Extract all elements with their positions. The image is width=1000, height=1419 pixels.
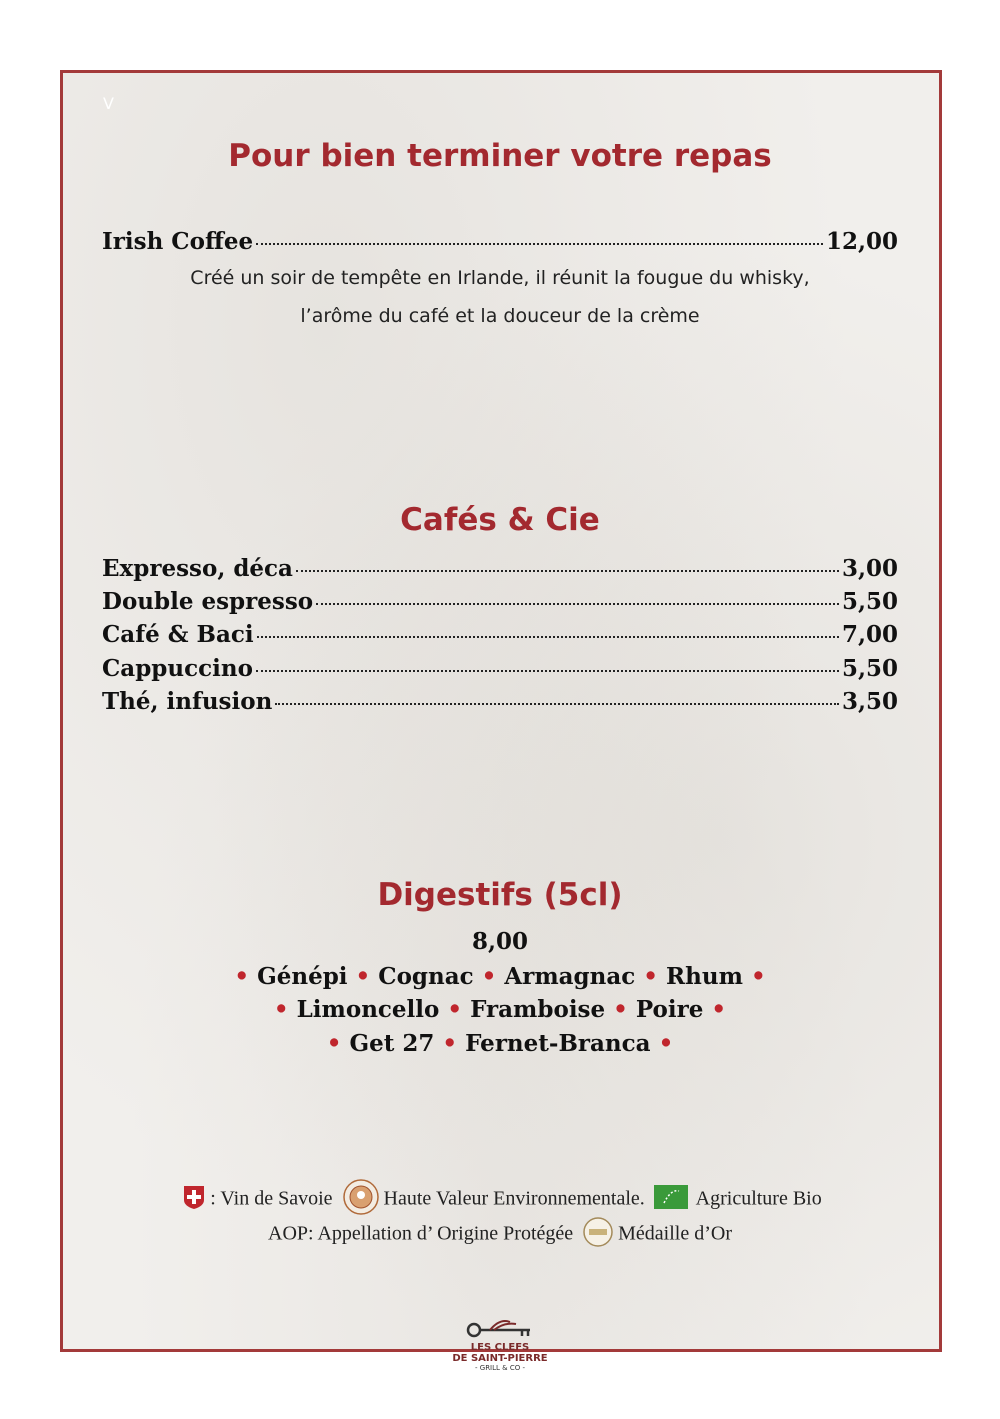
menu-item [102, 621, 898, 648]
bullet: • [658, 1030, 674, 1057]
digestif-name: Cognac [378, 963, 474, 990]
item-price: 7,00 [841, 621, 898, 648]
digestif-name: Génépi [257, 963, 348, 990]
item-label: Double espresso [102, 588, 314, 615]
eu-organic-leaf-icon [654, 1185, 688, 1215]
item-label: Café & Baci [102, 621, 254, 648]
corner-mark: V [103, 94, 114, 113]
digestif-name: Armagnac [504, 963, 636, 990]
menu-item [102, 655, 898, 682]
legend-savoie: : Vin de Savoie [210, 1187, 333, 1210]
item-price: 5,50 [841, 655, 898, 682]
item-price: 12,00 [825, 228, 898, 255]
item-description-line: Créé un soir de tempête en Irlande, il réunit la fougue du whisky, [190, 267, 810, 289]
digestif-name: Rhum [666, 963, 743, 990]
digestif-name: Get 27 [349, 1030, 435, 1057]
dot-leader [257, 636, 839, 638]
gold-medal-icon [582, 1216, 614, 1254]
logo-line: DE SAINT-PIERRE [452, 1353, 548, 1364]
item-label: Thé, infusion [102, 688, 273, 715]
digestif-name: Poire [635, 996, 704, 1023]
logo-line: LES CLEFS [470, 1342, 530, 1353]
dot-leader [296, 570, 839, 572]
menu-item [102, 555, 898, 582]
item-label: Irish Coffee [102, 228, 254, 255]
digestif-line [0, 996, 1000, 1023]
legend-aop: AOP: Appellation d’ Origine Protégée [268, 1222, 574, 1245]
bullet: • [234, 963, 250, 990]
item-label: Cappuccino [102, 655, 253, 682]
bullet: • [643, 963, 658, 990]
logo-line: - GRILL & CO - [475, 1364, 525, 1372]
dot-leader [256, 670, 839, 672]
restaurant-logo [440, 1318, 560, 1373]
digestif-line [0, 1030, 1000, 1057]
dot-leader [316, 603, 839, 605]
bullet: • [447, 996, 463, 1023]
item-label: Expresso, déca [102, 555, 293, 582]
dot-leader [256, 243, 823, 245]
keys-logo-icon [460, 1318, 540, 1342]
section-title-cafes: Cafés & Cie [400, 502, 600, 538]
bullet: • [750, 963, 766, 990]
digestif-name: Limoncello [296, 996, 440, 1023]
bullet: • [711, 996, 727, 1023]
digestif-name: Framboise [470, 996, 606, 1023]
item-description-line: l’arôme du café et la douceur de la crème [300, 305, 700, 327]
bullet: • [355, 963, 371, 990]
item-price: 3,00 [841, 555, 898, 582]
menu-item [102, 688, 898, 715]
legend-line [0, 1216, 1000, 1254]
legend-bio: Agriculture Bio [695, 1187, 822, 1210]
dot-leader [275, 703, 839, 705]
bullet: • [273, 996, 289, 1023]
bullet: • [442, 1030, 458, 1057]
digestif-line [0, 963, 1000, 990]
item-price: 5,50 [841, 588, 898, 615]
menu-item [102, 588, 898, 615]
section-title-digestifs: Digestifs (5cl) [377, 877, 623, 913]
bullet: • [481, 963, 497, 990]
legend-hve: Haute Valeur Environnementale. [383, 1187, 645, 1210]
bullet: • [613, 996, 628, 1023]
section-title-finish: Pour bien terminer votre repas [228, 138, 772, 174]
savoie-cross-icon [182, 1184, 206, 1216]
menu-item [102, 228, 898, 255]
item-price: 3,50 [841, 688, 898, 715]
bullet: • [326, 1030, 342, 1057]
digestif-name: Fernet-Branca [465, 1030, 651, 1057]
digestif-price: 8,00 [471, 928, 529, 955]
legend-medal: Médaille d’Or [618, 1222, 732, 1245]
